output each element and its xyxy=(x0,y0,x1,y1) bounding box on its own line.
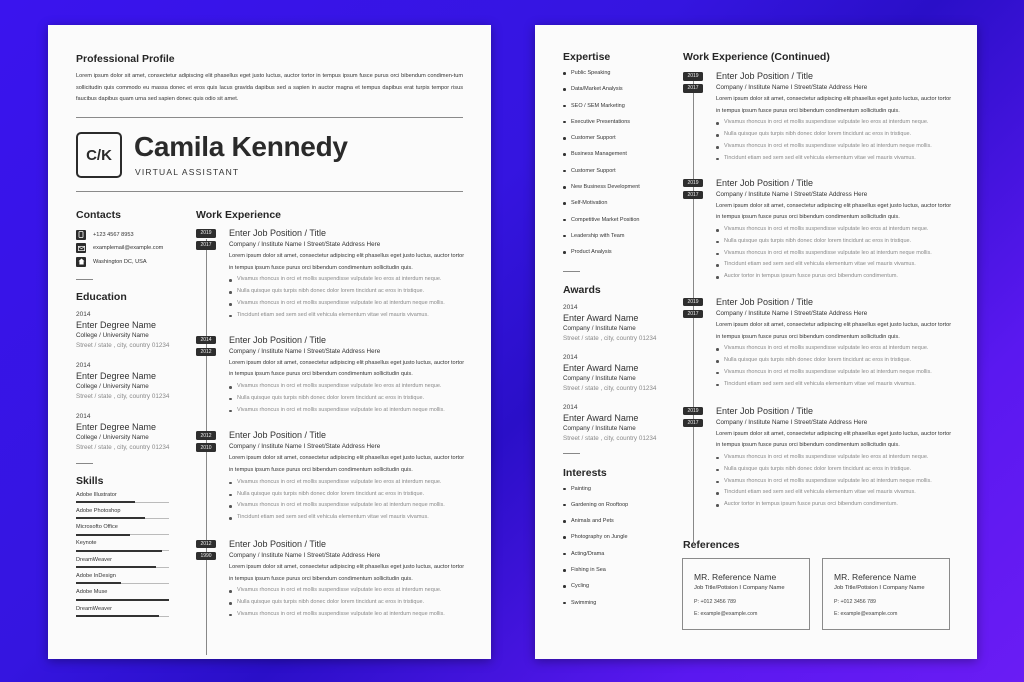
job-bullets xyxy=(196,274,466,321)
award-item xyxy=(563,353,673,394)
home-icon xyxy=(76,257,86,267)
award-year: 2014 xyxy=(563,303,578,311)
year-badge-end: 2017 xyxy=(196,241,216,250)
job-bullet: Nulla quisque quis turpis nibh donec dolor lorem tincidunt ac eros in tristique. xyxy=(716,464,953,476)
skill-item xyxy=(76,557,176,573)
job-company: Company / Institute Name I Street/State Address Here xyxy=(716,190,868,198)
job-entry xyxy=(196,228,466,322)
skill-name: Adobe Photoshop xyxy=(76,507,121,514)
job-description: Lorem ipsum dolor sit amet, consectetur adipiscing elit phasellus eget justo luctus, auctor tortor in tempus ipsum fusce purus orci bibendum condimentum sollicitudin quis. xyxy=(229,455,465,474)
job-bullets xyxy=(683,224,953,283)
award-org: Company / Institute Name xyxy=(563,324,636,332)
skill-bar xyxy=(76,599,169,600)
section-heading: References xyxy=(683,539,740,551)
degree-name: Enter Degree Name xyxy=(76,319,157,330)
job-entry xyxy=(196,335,466,417)
job-description: Lorem ipsum dolor sit amet, consectetur adipiscing elit phasellus eget justo luctus, auctor tortor in tempus ipsum fusce purus orci bibendum condimentum sollicitudin quis. xyxy=(229,563,465,582)
skill-name: Adobe InDesign xyxy=(76,572,116,579)
job-title: Enter Job Position / Title xyxy=(716,177,814,188)
job-bullet: Auctor tortor in tempus ipsum fusce purus orci bibendum condimentum. xyxy=(716,271,953,283)
skill-item xyxy=(76,540,176,556)
contact-address xyxy=(76,255,176,269)
section-heading: Work Experience (Continued) xyxy=(683,51,830,63)
reference-card xyxy=(822,558,950,630)
job-bullet: Vivamus rhoncus in orci et mollis suspendisse vulputate leo eros at interdum neque. xyxy=(229,274,466,286)
job-bullet: Tincidunt etiam sed sem sed elit vehicula elementum vitae vel mauris vivamus. xyxy=(716,487,953,499)
divider xyxy=(76,463,93,464)
job-list xyxy=(196,228,466,621)
job-bullet: Tincidunt etiam sed sem sed elit vehicula elementum vitae vel mauris vivamus. xyxy=(716,379,953,391)
job-title: Enter Job Position / Title xyxy=(716,71,814,81)
reference-email: E: example@example.com xyxy=(834,610,898,617)
job-bullet: Nulla quisque quis turpis nibh donec dolor lorem tincidunt ac eros in tristique. xyxy=(229,286,466,298)
divider xyxy=(76,117,463,118)
interests-item: Photography on Jungle xyxy=(563,529,673,545)
school-name: College / University Name xyxy=(76,433,149,441)
job-bullet: Vivamus rhoncus in orci et mollis suspendisse vulputate leo at interdum neque mollis. xyxy=(229,298,466,310)
job-bullet: Nulla quisque quis turpis nibh donec dolor lorem tincidunt ac eros in tristique. xyxy=(229,597,466,609)
job-company: Company / Institute Name I Street/State Address Here xyxy=(229,443,381,451)
job-bullet: Vivamus rhoncus in orci et mollis suspendisse vulputate leo at interdum neque mollis. xyxy=(716,476,953,488)
award-year: 2014 xyxy=(563,403,578,411)
job-bullet: Vivamus rhoncus in orci et mollis suspendisse vulputate leo eros at interdum neque. xyxy=(716,452,953,464)
skill-name: DreamWeaver xyxy=(76,605,112,612)
job-description: Lorem ipsum dolor sit amet, consectetur adipiscing elit phasellus eget justo luctus, auctor tortor in tempus ipsum fusce purus orci bibendum condimentum sollicitudin quis. xyxy=(716,96,952,114)
section-heading: Education xyxy=(76,290,127,303)
resume-page-1 xyxy=(48,25,491,659)
job-bullet: Tincidunt etiam sed sem sed elit vehicula elementum vitae vel mauris vivamus. xyxy=(716,259,953,271)
work-experience xyxy=(196,209,466,621)
contact-phone xyxy=(76,228,176,242)
skill-bar xyxy=(76,502,169,503)
interests-item: Acting/Drama xyxy=(563,546,673,562)
job-description: Lorem ipsum dolor sit amet, consectetur adipiscing elit phasellus eget justo luctus, auctor tortor in tempus ipsum fusce purus orci bibendum condimentum sollicitudin quis. xyxy=(716,430,952,449)
job-bullets xyxy=(196,381,466,416)
skills-list xyxy=(76,492,176,622)
phone-icon xyxy=(76,230,86,240)
education-item xyxy=(76,412,176,453)
interests-item: Swimming xyxy=(563,595,673,611)
job-title: Enter Job Position / Title xyxy=(229,228,327,238)
skill-bar xyxy=(76,616,169,617)
year-badge-end: 1990 xyxy=(196,552,216,561)
job-bullet: Vivamus rhoncus in orci et mollis suspendisse vulputate leo eros at interdum neque. xyxy=(716,117,953,129)
expertise-item: Product Analysis xyxy=(563,244,673,260)
expertise-item: Self-Motivation xyxy=(563,195,673,211)
job-bullet: Nulla quisque quis turpis nibh donec dolor lorem tincidunt ac eros in tristique. xyxy=(229,393,466,405)
right-sidebar xyxy=(563,51,673,611)
section-heading: Contacts xyxy=(76,209,121,221)
resume-page-2 xyxy=(535,25,977,659)
email-text: examplemail@example.com xyxy=(93,245,164,252)
section-heading: Skills xyxy=(76,474,104,487)
job-title: Enter Job Position / Title xyxy=(229,430,327,441)
skill-name: Keynote xyxy=(76,540,97,547)
job-entry xyxy=(683,406,953,511)
section-heading: Work Experience xyxy=(196,209,282,221)
skill-bar-fill xyxy=(76,517,145,519)
candidate-name: Camila Kennedy xyxy=(134,131,348,162)
expertise-item: Customer Support xyxy=(563,163,673,179)
job-list xyxy=(683,71,953,511)
job-bullet: Vivamus rhoncus in orci et mollis suspendisse vulputate leo eros at interdum neque. xyxy=(716,343,953,355)
skill-item xyxy=(76,589,176,605)
school-name: College / University Name xyxy=(76,331,149,339)
job-bullet: Vivamus rhoncus in orci et mollis suspendisse vulputate leo at interdum neque mollis. xyxy=(716,141,953,153)
phone-text: +123 4567 8953 xyxy=(93,231,134,238)
award-name: Enter Award Name xyxy=(563,412,639,423)
school-address: Street / state , city, country 01234 xyxy=(76,443,170,451)
skill-name: DreamWeaver xyxy=(76,556,112,563)
awards-list xyxy=(563,303,673,444)
job-company: Company / Institute Name I Street/State Address Here xyxy=(229,347,381,355)
expertise-item: Data/Market Analysis xyxy=(563,81,673,97)
education-item xyxy=(76,361,176,402)
job-bullet: Vivamus rhoncus in orci et mollis suspendisse vulputate leo at interdum neque mollis. xyxy=(716,248,953,260)
job-entry xyxy=(683,297,953,391)
divider xyxy=(563,271,580,272)
interests-item: Painting xyxy=(563,481,673,497)
year-badge-end: 2012 xyxy=(196,348,216,357)
job-description: Lorem ipsum dolor sit amet, consectetur adipiscing elit phasellus eget justo luctus, auctor tortor in tempus ipsum fusce purus orci bibendum condimentum sollicitudin quis. xyxy=(229,359,465,378)
skill-item xyxy=(76,573,176,589)
job-bullet: Tincidunt etiam sed sem sed elit vehicula elementum vitae vel mauris vivamus. xyxy=(229,310,466,322)
expertise-item: Competitive Market Position xyxy=(563,212,673,228)
year-badge-end: 2017 xyxy=(683,191,703,200)
profile-text: Lorem ipsum dolor sit amet, consectetur adipiscing elit phasellus eget justo luctus, auctor tortor in tempus ipsum fusce purus orci bibendum condimen-tum sollicitudin quis commodo eu massa donec et eros quis lacus gravida dapibus sed a sapien in auctor magna et tempus dapibus erat turpis tempor risus faucibus dapibus quam urna sed sapien donec quis odio sit amet. xyxy=(76,73,463,102)
section-heading: Professional Profile xyxy=(76,53,175,65)
monogram-logo: C/K xyxy=(76,132,122,178)
divider xyxy=(76,279,93,280)
year-badge-end: 2017 xyxy=(683,310,703,319)
job-entry xyxy=(683,178,953,283)
interests-item: Animals and Pets xyxy=(563,513,673,529)
skill-bar xyxy=(76,534,169,535)
skill-name: Microsofto Office xyxy=(76,524,118,531)
reference-phone: P: +012 3456 789 xyxy=(694,599,736,605)
year-badge-start: 2019 xyxy=(683,72,703,81)
job-bullets xyxy=(196,585,466,620)
degree-name: Enter Degree Name xyxy=(76,421,157,432)
reference-email: E: example@example.com xyxy=(694,610,758,617)
expertise-item: Leadership with Team xyxy=(563,228,673,244)
school-address: Street / state , city, country 01234 xyxy=(76,392,170,400)
education-year: 2014 xyxy=(76,361,91,369)
job-bullet: Tincidunt etiam sed sem sed elit vehicula elementum vitae vel mauris vivamus. xyxy=(229,512,466,524)
degree-name: Enter Degree Name xyxy=(76,370,157,381)
job-bullets xyxy=(683,452,953,511)
expertise-list xyxy=(563,65,673,261)
skill-bar-fill xyxy=(76,534,130,536)
work-experience-continued xyxy=(683,51,953,511)
award-name: Enter Award Name xyxy=(563,312,639,323)
interests-list xyxy=(563,481,673,611)
job-company: Company / Institute Name I Street/State Address Here xyxy=(229,241,381,248)
skill-bar-fill xyxy=(76,501,135,503)
reference-job: Job Title/Potision I Company Name xyxy=(694,585,785,591)
job-bullet: Nulla quisque quis turpis nibh donec dolor lorem tincidunt ac eros in tristique. xyxy=(716,129,953,141)
year-badge-start: 2019 xyxy=(683,179,703,188)
award-org: Company / Institute Name xyxy=(563,374,636,382)
job-bullets xyxy=(683,343,953,390)
award-year: 2014 xyxy=(563,353,578,361)
job-bullet: Vivamus rhoncus in orci et mollis suspendisse vulputate leo eros at interdum neque. xyxy=(716,224,953,236)
job-bullet: Tincidunt etiam sed sem sed elit vehicula elementum vitae vel mauris vivamus. xyxy=(716,153,953,165)
professional-profile xyxy=(76,53,463,106)
skill-bar-fill xyxy=(76,550,162,552)
reference-job: Job Title/Potision I Company Name xyxy=(834,585,925,591)
expertise-item: Business Management xyxy=(563,146,673,162)
expertise-item: New Business Development xyxy=(563,179,673,195)
job-entry xyxy=(196,539,466,621)
year-badge-end: 2017 xyxy=(683,84,703,93)
skill-bar-fill xyxy=(76,615,159,617)
education-year: 2014 xyxy=(76,412,91,420)
job-title: Enter Job Position / Title xyxy=(229,334,327,345)
reference-name: MR. Reference Name xyxy=(834,572,917,582)
award-name: Enter Award Name xyxy=(563,362,639,373)
job-bullet: Vivamus rhoncus in orci et mollis suspendisse vulputate leo at interdum neque mollis. xyxy=(229,609,466,621)
skill-bar-fill xyxy=(76,582,121,584)
year-badge-start: 2012 xyxy=(196,431,216,440)
year-badge-start: 2019 xyxy=(196,229,216,238)
job-company: Company / Institute Name I Street/State Address Here xyxy=(716,418,868,426)
job-bullet: Auctor tortor in tempus ipsum fusce purus orci bibendum condimentum. xyxy=(716,499,953,511)
job-title: Enter Job Position / Title xyxy=(716,405,814,416)
year-badge-start: 2012 xyxy=(196,540,216,549)
job-bullet: Nulla quisque quis turpis nibh donec dolor lorem tincidunt ac eros in tristique. xyxy=(716,355,953,367)
reference-phone: P: +012 3456 789 xyxy=(834,599,876,605)
job-bullet: Vivamus rhoncus in orci et mollis suspendisse vulputate leo eros at interdum neque. xyxy=(229,477,466,489)
education-item xyxy=(76,310,176,351)
expertise-item: SEO / SEM Marketing xyxy=(563,98,673,114)
job-company: Company / Institute Name I Street/State Address Here xyxy=(229,551,381,559)
job-company: Company / Institute Name I Street/State Address Here xyxy=(716,84,868,91)
job-bullet: Vivamus rhoncus in orci et mollis suspendisse vulputate leo eros at interdum neque. xyxy=(229,381,466,393)
interests-item: Gardening on Rooftoop xyxy=(563,497,673,513)
skill-item xyxy=(76,508,176,524)
year-badge-end: 2010 xyxy=(196,443,216,452)
contact-email xyxy=(76,242,176,256)
skill-bar-fill xyxy=(76,599,169,601)
job-bullets xyxy=(196,477,466,524)
section-heading: Interests xyxy=(563,466,607,479)
interests-item: Cycling xyxy=(563,578,673,594)
reference-card xyxy=(682,558,810,630)
award-item xyxy=(563,403,673,444)
reference-name: MR. Reference Name xyxy=(694,572,777,582)
job-title: Enter Job Position / Title xyxy=(716,296,814,307)
skill-bar xyxy=(76,583,169,584)
job-entry xyxy=(196,430,466,524)
skill-name: Adobe Illustrator xyxy=(76,491,117,498)
job-description: Lorem ipsum dolor sit amet, consectetur adipiscing elit phasellus eget justo luctus, auctor tortor in tempus ipsum fusce purus orci bibendum condimentum sollicitudin quis. xyxy=(229,253,465,271)
section-heading: Expertise xyxy=(563,51,611,63)
school-address: Street / state , city, country 01234 xyxy=(76,341,170,349)
skill-item xyxy=(76,606,176,622)
school-name: College / University Name xyxy=(76,382,149,390)
job-description: Lorem ipsum dolor sit amet, consectetur adipiscing elit phasellus eget justo luctus, auctor tortor in tempus ipsum fusce purus orci bibendum condimentum sollicitudin quis. xyxy=(716,321,952,340)
job-bullet: Vivamus rhoncus in orci et mollis suspendisse vulputate leo eros at interdum neque. xyxy=(229,585,466,597)
expertise-item: Executive Presentations xyxy=(563,114,673,130)
year-badge-end: 2017 xyxy=(683,419,703,428)
job-description: Lorem ipsum dolor sit amet, consectetur adipiscing elit phasellus eget justo luctus, auctor tortor in tempus ipsum fusce purus orci bibendum condimentum sollicitudin quis. xyxy=(716,202,952,221)
skill-bar xyxy=(76,518,169,519)
skill-bar xyxy=(76,550,169,551)
job-entry xyxy=(683,71,953,165)
award-address: Street / state , city, country 01234 xyxy=(563,334,657,342)
job-company: Company / Institute Name I Street/State Address Here xyxy=(716,309,868,317)
expertise-item: Public Speaking xyxy=(563,65,673,81)
mail-icon xyxy=(76,243,86,253)
job-bullets xyxy=(683,117,953,164)
job-bullet: Vivamus rhoncus in orci et mollis suspendisse vulputate leo at interdum neque mollis. xyxy=(229,500,466,512)
job-title: Enter Job Position / Title xyxy=(229,538,327,549)
award-address: Street / state , city, country 01234 xyxy=(563,384,657,392)
job-bullet: Vivamus rhoncus in orci et mollis suspendisse vulputate leo at interdum neque mollis. xyxy=(229,405,466,417)
skill-bar xyxy=(76,567,169,568)
education-year: 2014 xyxy=(76,310,91,318)
divider xyxy=(563,453,580,454)
job-bullet: Nulla quisque quis turpis nibh donec dolor lorem tincidunt ac eros in tristique. xyxy=(229,489,466,501)
year-badge-start: 2019 xyxy=(683,298,703,307)
left-sidebar xyxy=(76,209,176,622)
job-bullet: Vivamus rhoncus in orci et mollis suspendisse vulputate leo at interdum neque mollis. xyxy=(716,367,953,379)
expertise-item: Customer Support xyxy=(563,130,673,146)
job-bullet: Nulla quisque quis turpis nibh donec dolor lorem tincidunt ac eros in tristique. xyxy=(716,236,953,248)
interests-item: Fishing in Sea xyxy=(563,562,673,578)
address-text: Washington DC, USA xyxy=(93,258,147,265)
section-heading: Awards xyxy=(563,283,601,296)
award-org: Company / Institute Name xyxy=(563,424,636,432)
skill-item xyxy=(76,524,176,540)
award-item xyxy=(563,303,673,344)
year-badge-start: 2014 xyxy=(196,336,216,345)
skill-name: Adobe Muse xyxy=(76,589,108,596)
candidate-role: VIRTUAL ASSISTANT xyxy=(135,167,240,177)
skill-item xyxy=(76,492,176,508)
divider xyxy=(76,191,463,192)
award-address: Street / state , city, country 01234 xyxy=(563,434,657,442)
year-badge-start: 2019 xyxy=(683,407,703,416)
skill-bar-fill xyxy=(76,566,156,568)
